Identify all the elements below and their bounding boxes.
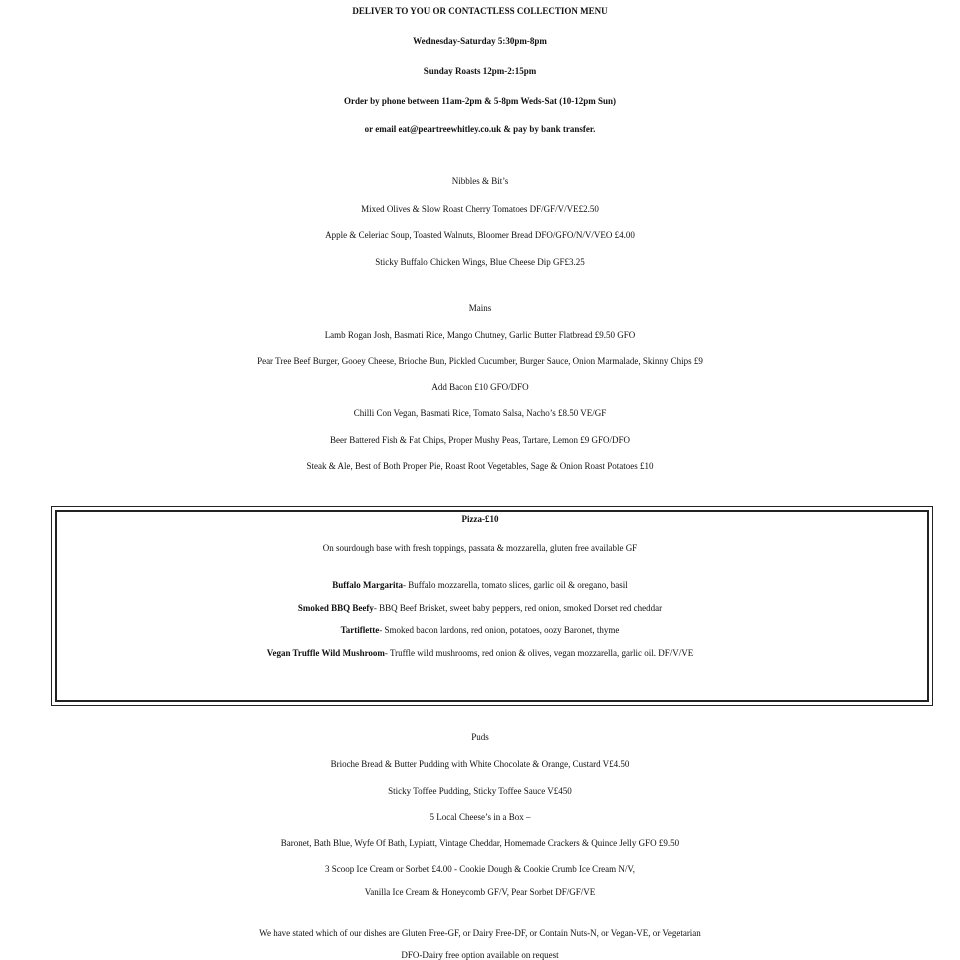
menu-item: Mixed Olives & Slow Roast Cherry Tomatoes DF/GF/V/VE£2.50 (361, 204, 599, 214)
pizza-item (0, 625, 960, 635)
order-email-info: or email eat@peartreewhitley.co.uk & pay by bank transfer. (364, 124, 596, 134)
menu-item: Apple & Celeriac Soup, Toasted Walnuts, Bloomer Bread DFO/GFO/N/V/VEO £4.00 (325, 230, 635, 240)
pizza-item-name: Buffalo Margarita (332, 580, 403, 590)
sunday-hours: Sunday Roasts 12pm-2:15pm (423, 66, 537, 76)
nibbles-heading: Nibbles & Bit’s (451, 176, 509, 186)
mains-heading: Mains (468, 303, 492, 313)
menu-title: DELIVER TO YOU OR CONTACTLESS COLLECTION MENU (352, 6, 608, 16)
allergen-note-cont: DFO-Dairy free option available on request (401, 950, 559, 960)
menu-item: Beer Battered Fish & Fat Chips, Proper Mushy Peas, Tartare, Lemon £9 GFO/DFO (330, 435, 630, 445)
weekday-hours: Wednesday-Saturday 5:30pm-8pm (413, 36, 547, 46)
menu-item: Sticky Toffee Pudding, Sticky Toffee Sauce V£450 (388, 786, 572, 796)
pizza-item-desc: - Truffle wild mushrooms, red onion & olives, vegan mozzarella, garlic oil. DF/V/VE (384, 648, 694, 658)
pizza-item-desc: - Smoked bacon lardons, red onion, potatoes, oozy Baronet, thyme (379, 625, 620, 635)
pizza-item-desc: - Buffalo mozzarella, tomato slices, garlic oil & oregano, basil (402, 580, 628, 590)
pizza-item-desc: - BBQ Beef Brisket, sweet baby peppers, red onion, smoked Dorset red cheddar (373, 603, 663, 613)
menu-item: Pear Tree Beef Burger, Gooey Cheese, Brioche Bun, Pickled Cucumber, Burger Sauce, Onion Marmalade, Skinny Chips £9 (257, 356, 703, 366)
menu-item: Brioche Bread & Butter Pudding with White Chocolate & Orange, Custard V£4.50 (330, 759, 630, 769)
pizza-item-name: Tartiflette (340, 625, 380, 635)
pizza-item (0, 603, 960, 613)
menu-item: Lamb Rogan Josh, Basmati Rice, Mango Chutney, Garlic Butter Flatbread £9.50 GFO (324, 330, 636, 340)
menu-item: Add Bacon £10 GFO/DFO (431, 382, 529, 392)
menu-item: 5 Local Cheese’s in a Box – (429, 812, 531, 822)
menu-item: Vanilla Ice Cream & Honeycomb GF/V, Pear Sorbet DF/GF/VE (364, 887, 596, 897)
pizza-item-name: Vegan Truffle Wild Mushroom (266, 648, 385, 658)
pizza-subtitle: On sourdough base with fresh toppings, passata & mozzarella, gluten free available GF (322, 543, 638, 553)
menu-item: Baronet, Bath Blue, Wyfe Of Bath, Lypiatt, Vintage Cheddar, Homemade Crackers & Quince Jelly GFO £9.50 (280, 838, 680, 848)
menu-item: Sticky Buffalo Chicken Wings, Blue Cheese Dip GF£3.25 (375, 257, 585, 267)
allergen-note: We have stated which of our dishes are Gluten Free-GF, or Dairy Free-DF, or Contain Nuts-N, or Vegan-VE, or Vegetarian (259, 928, 701, 938)
pizza-item (0, 648, 960, 658)
pizza-item-name: Smoked BBQ Beefy (297, 603, 374, 613)
menu-item: Chilli Con Vegan, Basmati Rice, Tomato Salsa, Nacho’s £8.50 VE/GF (353, 408, 607, 418)
puds-heading: Puds (471, 732, 489, 742)
pizza-heading: Pizza-£10 (461, 514, 499, 524)
pizza-item (0, 580, 960, 590)
menu-item: 3 Scoop Ice Cream or Sorbet £4.00 - Cookie Dough & Cookie Crumb Ice Cream N/V, (324, 864, 636, 874)
menu-item: Steak & Ale, Best of Both Proper Pie, Roast Root Vegetables, Sage & Onion Roast Potatoes £10 (306, 461, 654, 471)
order-phone-info: Order by phone between 11am-2pm & 5-8pm Weds-Sat (10-12pm Sun) (344, 96, 616, 106)
